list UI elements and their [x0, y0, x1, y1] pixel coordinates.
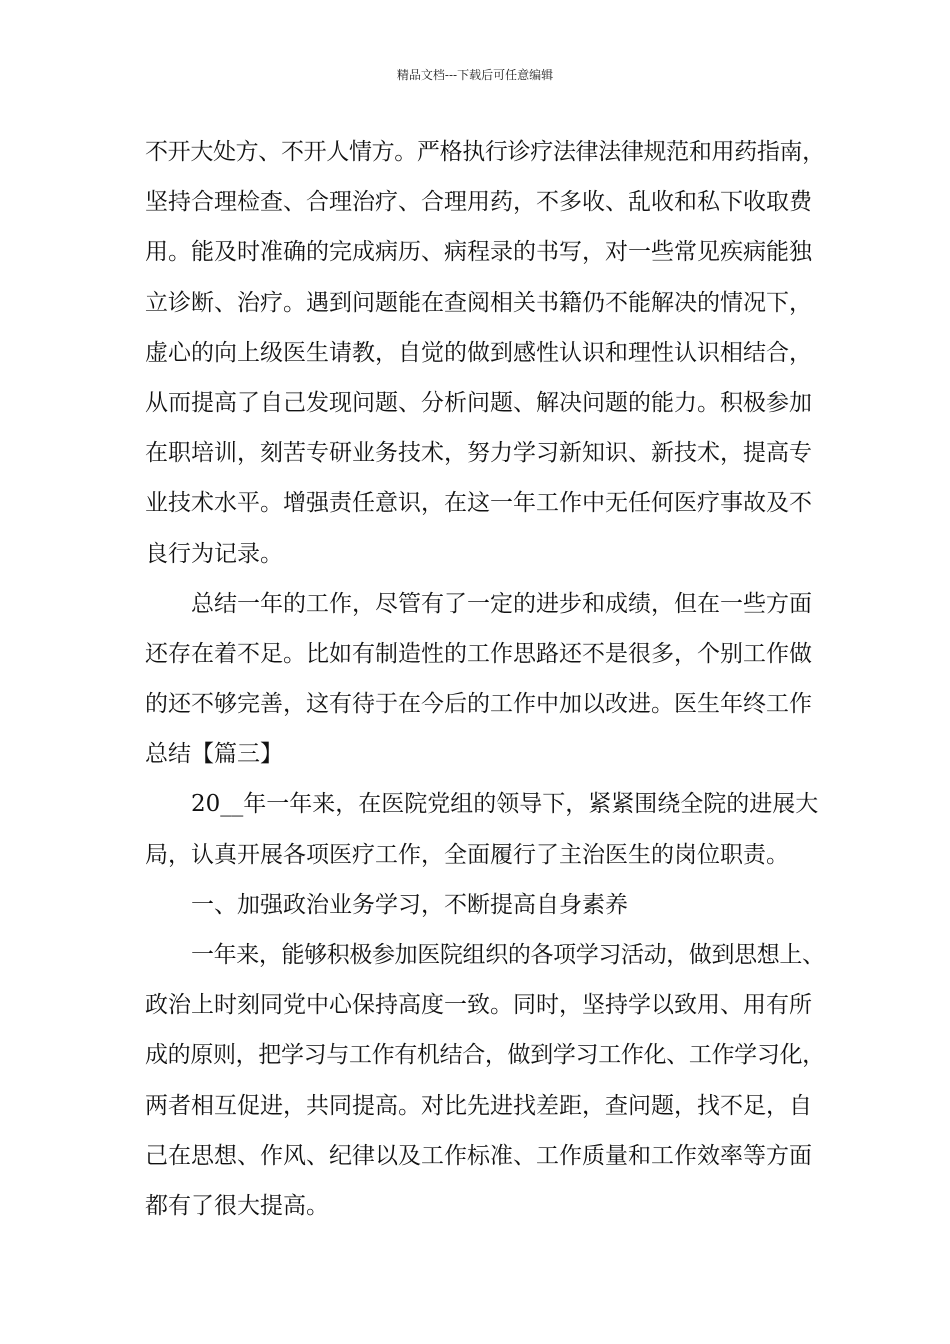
text-line: 虚心的向上级医生请教，自觉的做到感性认识和理性认识相结合， — [145, 339, 812, 366]
text-line: 从而提高了自己发现问题、分析问题、解决问题的能力。积极参加 — [145, 389, 812, 416]
text-line: 坚持合理检查、合理治疗、合理用药，不多收、乱收和私下收取费 — [145, 189, 812, 216]
text-line: 不开大处方、不开人情方。严格执行诊疗法律法律规范和用药指南， — [145, 139, 825, 165]
text-line: 良行为记录。 — [145, 540, 283, 567]
text-line: 两者相互促进，共同提高。对比先进找差距，查问题，找不足，自 — [145, 1092, 812, 1119]
text-line: 都有了很大提高。 — [145, 1192, 329, 1219]
text-line: 立诊断、治疗。遇到问题能在查阅相关书籍仍不能解决的情况下， — [145, 289, 812, 316]
text-line: 的还不够完善，这有待于在今后的工作中加以改进。医生年终工作 — [145, 691, 812, 718]
text-line: 在职培训，刻苦专研业务技术，努力学习新知识、新技术，提高专 — [145, 440, 812, 467]
text-line: 用。能及时准确的完成病历、病程录的书写，对一些常见疾病能独 — [145, 239, 812, 266]
text-line: 一年来，能够积极参加医院组织的各项学习活动，做到思想上、 — [191, 942, 825, 968]
document-body — [145, 127, 825, 1231]
text-line: 局，认真开展各项医疗工作，全面履行了主治医生的岗位职责。 — [145, 841, 789, 868]
text-line: 业技术水平。增强责任意识，在这一年工作中无任何医疗事故及不 — [145, 490, 812, 517]
text-line: 总结【篇三】 — [145, 741, 283, 768]
page-header: 精品文档---下载后可任意编辑 — [396, 68, 554, 82]
text-line: 还存在着不足。比如有制造性的工作思路还不是很多，个别工作做 — [145, 640, 812, 667]
text-line: 成的原则，把学习与工作有机结合，做到学习工作化、工作学习化， — [145, 1042, 825, 1069]
text-line: 总结一年的工作，尽管有了一定的进步和成绩，但在一些方面 — [191, 590, 812, 617]
text-line: 20__年一年来，在医院党组的领导下，紧紧围绕全院的进展大 — [191, 791, 819, 818]
text-line: 己在思想、作风、纪律以及工作标准、工作质量和工作效率等方面 — [145, 1142, 812, 1169]
text-line: 一、加强政治业务学习，不断提高自身素养 — [191, 891, 628, 918]
text-line: 政治上时刻同党中心保持高度一致。同时，坚持学以致用、用有所 — [145, 992, 812, 1019]
